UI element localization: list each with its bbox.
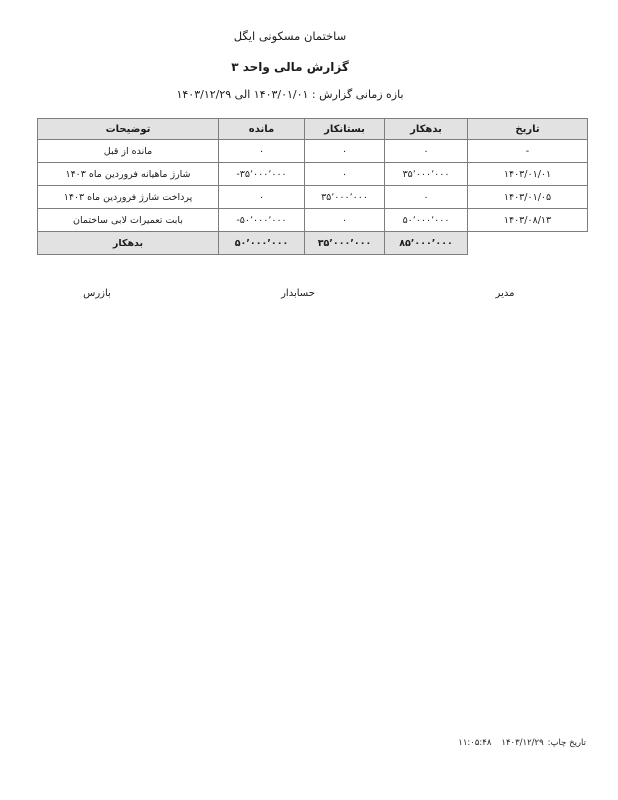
cell-credit: ۰ xyxy=(305,140,385,163)
cell-description: پرداخت شارژ فروردین ماه ۱۴۰۳ xyxy=(38,186,219,209)
cell-balance: -۵۰٬۰۰۰٬۰۰۰ xyxy=(219,209,305,232)
cell-debit: ۰ xyxy=(385,140,468,163)
cell-description: مانده از قبل xyxy=(38,140,219,163)
cell-debit: ۳۵٬۰۰۰٬۰۰۰ xyxy=(385,163,468,186)
print-date-label: تاریخ چاپ: xyxy=(547,738,586,748)
cell-date: - xyxy=(468,140,588,163)
report-period: بازه زمانی گزارش : ۱۴۰۳/۰۱/۰۱ الی ۱۴۰۳/۱۲/۲۹ xyxy=(176,88,404,101)
signature-inspector: بازرس xyxy=(83,288,111,299)
table-row xyxy=(38,140,588,163)
cell-credit: ۰ xyxy=(305,209,385,232)
cell-balance: -۳۵٬۰۰۰٬۰۰۰ xyxy=(219,163,305,186)
table-row xyxy=(38,186,588,209)
cell-credit: ۳۵٬۰۰۰٬۰۰۰ xyxy=(305,186,385,209)
report-title: گزارش مالی واحد ۳ xyxy=(231,60,349,74)
table-header-row xyxy=(38,119,588,140)
print-time-value: ۱۱:۰۵:۴۸ xyxy=(458,738,492,748)
cell-date: ۱۴۰۳/۰۸/۱۳ xyxy=(468,209,588,232)
header-debit: بدهکار xyxy=(385,119,468,140)
table-row xyxy=(38,209,588,232)
cell-date: ۱۴۰۳/۰۱/۰۵ xyxy=(468,186,588,209)
summary-debit-total: ۸۵٬۰۰۰٬۰۰۰ xyxy=(385,232,468,255)
cell-balance: ۰ xyxy=(219,186,305,209)
ledger-table xyxy=(37,118,588,255)
table-summary-row xyxy=(38,232,588,255)
cell-credit: ۰ xyxy=(305,163,385,186)
print-footer xyxy=(458,738,586,748)
building-title: ساختمان مسکونی ایگل xyxy=(233,29,347,43)
cell-debit: ۰ xyxy=(385,186,468,209)
summary-balance-total: ۵۰٬۰۰۰٬۰۰۰ xyxy=(219,232,305,255)
header-date: تاریخ xyxy=(468,119,588,140)
header-balance: مانده xyxy=(219,119,305,140)
table-row xyxy=(38,163,588,186)
header-credit: بستانکار xyxy=(305,119,385,140)
cell-date: ۱۴۰۳/۰۱/۰۱ xyxy=(468,163,588,186)
summary-credit-total: ۳۵٬۰۰۰٬۰۰۰ xyxy=(305,232,385,255)
summary-status-label: بدهکار xyxy=(38,232,219,255)
print-date-value: ۱۴۰۳/۱۲/۲۹ xyxy=(501,738,544,748)
cell-debit: ۵۰٬۰۰۰٬۰۰۰ xyxy=(385,209,468,232)
signature-manager: مدیر xyxy=(495,288,515,299)
cell-balance: ۰ xyxy=(219,140,305,163)
cell-description: شارژ ماهیانه فروردین ماه ۱۴۰۳ xyxy=(38,163,219,186)
header-description: توضیحات xyxy=(38,119,219,140)
cell-description: بابت تعمیرات لابی ساختمان xyxy=(38,209,219,232)
signature-accountant: حسابدار xyxy=(281,288,315,299)
summary-empty-cell xyxy=(468,232,588,255)
